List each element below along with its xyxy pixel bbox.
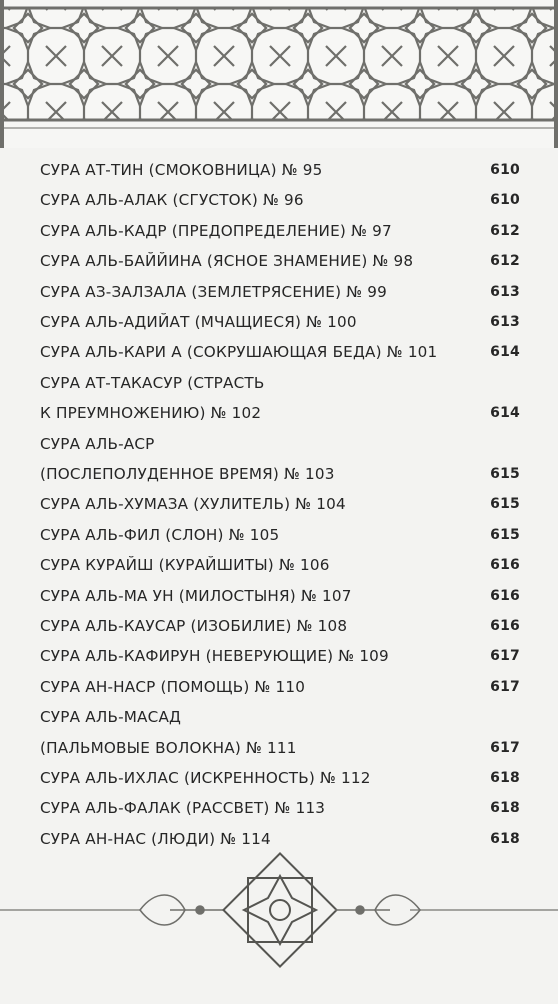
toc-entry-title: СУРА АЛЬ-КАРИ А (СОКРУШАЮЩАЯ БЕДА) № 101 — [40, 343, 438, 362]
toc-entry-page: 616 — [490, 557, 520, 574]
toc-entry — [40, 277, 520, 307]
toc-entry-title: СУРА АЛЬ-ФИЛ (СЛОН) № 105 — [40, 525, 280, 544]
toc-entry-title: СУРА АЛЬ-МА УН (МИЛОСТЫНЯ) № 107 — [40, 586, 352, 605]
toc-entry-title: СУРА АЛЬ-КАУСАР (ИЗОБИЛИЕ) № 108 — [40, 617, 348, 635]
header-ornament — [0, 0, 558, 148]
toc-entry-page: 617 — [490, 678, 520, 695]
toc-entry-title: СУРА АН-НАСР (ПОМОЩЬ) № 110 — [40, 677, 306, 696]
toc-entry — [40, 550, 520, 580]
toc-entry-page: 615 — [490, 496, 520, 513]
toc-entry-page: 613 — [490, 283, 520, 300]
toc-entry-title: СУРА АЛЬ-ХУМАЗА (ХУЛИТЕЛЬ) № 104 — [40, 495, 346, 514]
toc-entry-page: 615 — [490, 526, 520, 543]
toc-entry-title: (ПОСЛЕПОЛУДЕННОЕ ВРЕМЯ) № 103 — [40, 465, 335, 483]
toc-entry-page: 610 — [490, 162, 520, 178]
toc-entry — [40, 337, 520, 367]
toc-entry-title: СУРА АЛЬ-АСР — [40, 434, 155, 453]
toc-entry — [40, 185, 520, 215]
toc-entry-page: 618 — [490, 800, 520, 817]
toc-entry — [40, 398, 520, 428]
toc-entry-title: СУРА АЛЬ-ИХЛАС (ИСКРЕННОСТЬ) № 112 — [40, 769, 371, 787]
toc-entry — [40, 611, 520, 641]
toc-entry — [40, 368, 520, 398]
toc-entry — [40, 520, 520, 550]
toc-entry — [40, 489, 520, 519]
toc-entry — [40, 581, 520, 611]
toc-entry — [40, 307, 520, 337]
toc-entry-page: 613 — [490, 314, 520, 330]
toc-entry-page: 617 — [490, 648, 520, 665]
toc-entry-title: СУРА КУРАЙШ (КУРАЙШИТЫ) № 106 — [40, 556, 330, 575]
toc-entry-title: К ПРЕУМНОЖЕНИЮ) № 102 — [40, 404, 262, 423]
right-flourish-icon — [335, 895, 420, 925]
toc-entry-page: 614 — [490, 344, 520, 361]
toc-entry — [40, 641, 520, 671]
toc-entry-page: 612 — [490, 253, 520, 270]
toc-entry — [40, 702, 520, 732]
left-flourish-icon — [140, 895, 225, 925]
toc-entry-title: (ПАЛЬМОВЫЕ ВОЛОКНА) № 111 — [40, 738, 297, 757]
toc-entry — [40, 216, 520, 246]
toc-entry-page: 614 — [490, 405, 520, 422]
toc-entry-page: 617 — [490, 739, 520, 756]
toc-entry — [40, 155, 520, 185]
toc-entry-page: 610 — [490, 192, 520, 209]
geometric-pattern-icon — [0, 0, 558, 148]
toc-entry — [40, 733, 520, 763]
toc-entry — [40, 429, 520, 459]
footer-ornament — [0, 840, 558, 1000]
toc-entry — [40, 459, 520, 489]
toc-entry — [40, 672, 520, 702]
toc-entry-page: 616 — [490, 618, 520, 634]
toc-entry-title: СУРА АЛЬ-ФАЛАК (РАССВЕТ) № 113 — [40, 799, 326, 818]
toc-entry-title: СУРА АЛЬ-КАДР (ПРЕДОПРЕДЕЛЕНИЕ) № 97 — [40, 221, 392, 240]
toc-entry-page: 612 — [490, 222, 520, 239]
toc-entry — [40, 793, 520, 823]
toc-entry-title: СУРА АЛЬ-АЛАК (СГУСТОК) № 96 — [40, 191, 304, 210]
toc-entry-page: 616 — [490, 587, 520, 604]
toc-entry-title: СУРА АЛЬ-МАСАД — [40, 708, 182, 727]
toc-entry-title: СУРА АЗ-ЗАЛЗАЛА (ЗЕМЛЕТРЯСЕНИЕ) № 99 — [40, 282, 387, 301]
star-rosette-icon — [223, 853, 336, 966]
toc-entry-title: СУРА АН-НАС (ЛЮДИ) № 114 — [40, 829, 271, 848]
toc-entry-title: СУРА АЛЬ-АДИЙАТ (МЧАЩИЕСЯ) № 100 — [40, 313, 357, 331]
toc-entry-page: 615 — [490, 466, 520, 482]
toc-entry-page: 618 — [490, 830, 520, 847]
toc-entry — [40, 763, 520, 793]
toc-entry — [40, 246, 520, 276]
toc-entry-title: СУРА АТ-ТАКАСУР (СТРАСТЬ — [40, 373, 265, 392]
toc-entry-title: СУРА АТ-ТИН (СМОКОВНИЦА) № 95 — [40, 161, 323, 179]
toc-entry-title: СУРА АЛЬ-БАЙЙИНА (ЯСНОЕ ЗНАМЕНИЕ) № 98 — [40, 252, 414, 271]
toc-entry-page: 618 — [490, 770, 520, 786]
toc-entry-title: СУРА АЛЬ-КАФИРУН (НЕВЕРУЮЩИЕ) № 109 — [40, 647, 389, 666]
